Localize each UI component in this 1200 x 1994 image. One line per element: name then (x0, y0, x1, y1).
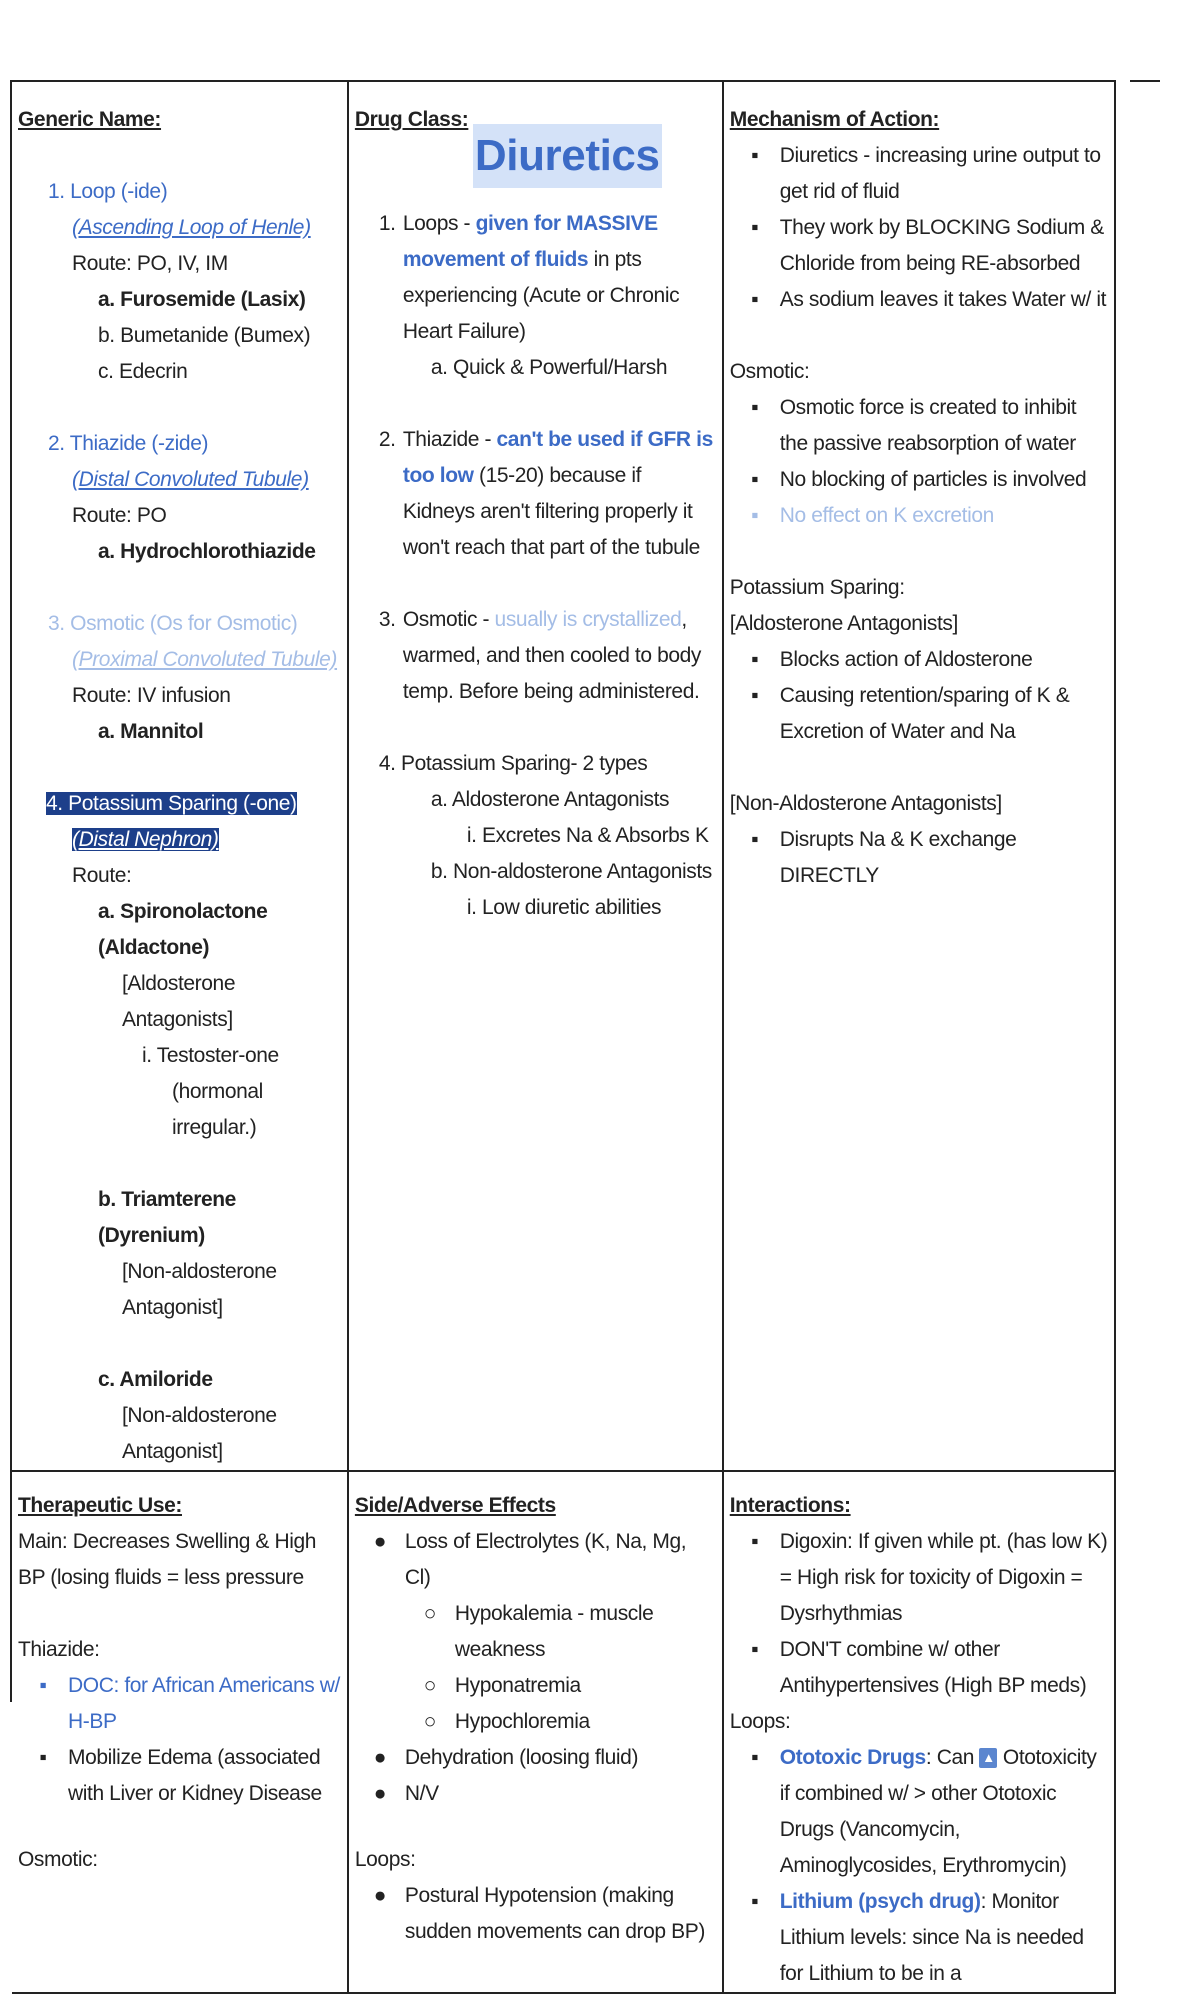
int-lithium (780, 1884, 1108, 1992)
osmotic-route: Route: IV infusion (72, 684, 231, 707)
ks-route: Route: (72, 864, 132, 887)
generic-heading: Generic Name: (18, 108, 162, 131)
dc-loops-label: Loops - (402, 212, 476, 235)
se-loops-label: Loops: (354, 1848, 416, 1871)
therapeutic-heading: Therapeutic Use: (18, 1494, 182, 1517)
int-ototoxic (780, 1740, 1108, 1884)
moa-ks-label: Potassium Sparing: (729, 576, 905, 599)
therapeutic-thiazide-1: DOC: for African Americans w/ H-BP (68, 1674, 340, 1733)
se-nv: N/V (404, 1782, 439, 1805)
thiazide-drug-a: a. Hydrochlorothiazide (98, 540, 316, 563)
dc-ks-a: a. Aldosterone Antagonists (430, 788, 670, 811)
moa-ks-nonaldo: [Non-Aldosterone Antagonists] (729, 792, 1002, 815)
dc-loops-a: a. Quick & Powerful/Harsh (430, 356, 668, 379)
int-ototoxic-b: Ototoxicity if combined w/ > other Ototoxic Drugs (Vancomycin, Aminoglycosides, Erythromycin) (779, 1746, 1097, 1877)
dc-osmotic-num: 3. (378, 608, 396, 631)
interactions-cell: Interactions: ▪ Digoxin: If given while pt. (has low K) = High risk for toxicity of Digoxin = Dysrhythmias ▪ DON'T combine w/ other Antihypertensives (High BP meds) Loops: ▪ Ototoxic Drugs: Can ▲ Ototoxicity if combined w/ > other Ototoxic Drugs (Vancomycin, Aminoglycosides, Erythromycin) ▪ Lithium (psych drug): Monitor Lithium levels: since Na is needed for Lithium to be in a (723, 1471, 1115, 1993)
drug-class-heading: Drug Class: (354, 108, 469, 131)
se-hyponatremia: Hyponatremia (454, 1674, 581, 1697)
se-dehydration: Dehydration (loosing fluid) (404, 1746, 639, 1769)
generic-name-cell (12, 82, 348, 1471)
ks-title: 4. Potassium Sparing (-one) (46, 792, 297, 815)
int-ototoxic-label: Ototoxic Drugs (779, 1746, 926, 1769)
dc-osmotic-rest: , warmed, and then cooled to body temp. Before being administered. (402, 608, 702, 703)
osmotic-drug-a: a. Mannitol (98, 720, 204, 743)
moa-ks-aldo: [Aldosterone Antagonists] (729, 612, 958, 635)
dc-loops-num: 1. (378, 212, 396, 235)
moa-osmotic-label: Osmotic: (729, 360, 810, 383)
drug-card (10, 80, 1116, 1985)
ks-drug-c-note: [Non-aldosterone Antagonist] (122, 1404, 277, 1463)
moa-ks-1: Blocks action of Aldosterone (779, 648, 1033, 671)
ks-drug-a: a. Spironolactone (Aldactone) (98, 900, 268, 959)
loop-drug-b: b. Bumetanide (Bumex) (98, 324, 311, 347)
therapeutic-osmotic-label: Osmotic: (18, 1848, 98, 1871)
int-lithium-label: Lithium (psych drug) (779, 1890, 981, 1913)
int-digoxin: Digoxin: If given while pt. (has low K) = High risk for toxicity of Digoxin = Dysrhythmias (779, 1530, 1108, 1625)
ks-drug-a-sub1: i. Testoster-one (142, 1044, 279, 1067)
dc-osmotic-emph: usually is crystallized (494, 608, 682, 631)
thiazide-route: Route: PO (72, 504, 167, 527)
dc-osmotic-label: Osmotic - (402, 608, 495, 631)
thiazide-site: (Distal Convoluted Tubule) (72, 468, 309, 491)
drug-class-title: Diuretics (473, 124, 662, 188)
therapeutic-thiazide-label: Thiazide: (18, 1638, 100, 1661)
osmotic-title: 3. Osmotic (Os for Osmotic) (48, 612, 298, 635)
dc-ks-b: b. Non-aldosterone Antagonists (430, 860, 712, 883)
moa-bullet-1: Diuretics - increasing urine output to get rid of fluid (779, 144, 1101, 203)
se-electrolytes: Loss of Electrolytes (K, Na, Mg, Cl) (404, 1530, 687, 1589)
mechanism-heading: Mechanism of Action: (729, 108, 940, 131)
int-lithium-rest: : Monitor Lithium levels: since Na is needed for Lithium to be in a (779, 1890, 1084, 1985)
side-effects-cell: Side/Adverse Effects ● Loss of Electrolytes (K, Na, Mg, Cl) ○ Hypokalemia - muscle weakness ○ Hyponatremia ○ Hypochloremia ● Dehydration (loosing fluid) ● N/V Loops: ● Postural Hypotension (making sudden movements can drop BP) (348, 1471, 723, 1993)
ks-site: (Distal Nephron) (72, 828, 219, 851)
mechanism-cell: Mechanism of Action: ▪ Diuretics - increasing urine output to get rid of fluid ▪ They work by BLOCKING Sodium & Chloride from being RE-absorbed ▪ As sodium leaves it takes Water w/ it Osmotic: ▪ Osmotic force is created to inhibit the passive reabsorption of water ▪ No blocking of particles is involved ▪ No effect on K excretion Potassium Sparing: [Aldosterone Antagonists] ▪ Blocks action of Aldosterone ▪ Causing retention/sparing of K & Excretion of Water and Na [Non-Aldosterone Antagonists] ▪ Disrupts Na & K exchange DIRECTLY (723, 82, 1115, 1471)
ks-drug-c: c. Amiloride (98, 1368, 213, 1391)
se-postural-hypotension: Postural Hypotension (making sudden movements can drop BP) (404, 1884, 705, 1943)
therapeutic-thiazide-2: Mobilize Edema (associated with Liver or Kidney Disease (68, 1746, 322, 1805)
ks-drug-b-note: [Non-aldosterone Antagonist] (122, 1260, 277, 1319)
loop-drug-a: a. Furosemide (Lasix) (98, 288, 306, 311)
dc-thiazide-emph: can't be used if GFR is too low (402, 428, 713, 487)
moa-osmotic-3: No effect on K excretion (779, 504, 994, 527)
therapeutic-cell: Therapeutic Use: Main: Decreases Swelling & High BP (losing fluids = less pressure Thiazide: ▪ DOC: for African Americans w/ H-BP ▪ Mobilize Edema (associated with Liver or Kidney Disease Osmotic: (12, 1471, 348, 1993)
moa-bullet-2: They work by BLOCKING Sodium & Chloride from being RE-absorbed (779, 216, 1104, 275)
thiazide-title: 2. Thiazide (-zide) (48, 432, 209, 455)
dc-thiazide-rest: (15-20) because if Kidneys aren't filtering properly it won't reach that part of the tubule (402, 464, 700, 559)
drug-table (12, 82, 1116, 1994)
up-arrow-icon: ▲ (979, 1748, 997, 1768)
therapeutic-main: Main: Decreases Swelling & High BP (losing fluids = less pressure (18, 1530, 317, 1589)
dc-ks-a-i: i. Excretes Na & Absorbs K (466, 824, 709, 847)
int-antihypertensives: DON'T combine w/ other Antihypertensives (High BP meds) (779, 1638, 1087, 1697)
moa-osmotic-2: No blocking of particles is involved (779, 468, 1087, 491)
drug-class-cell (348, 82, 723, 1471)
dc-ks-line: 4. Potassium Sparing- 2 types (378, 752, 648, 775)
ks-drug-b: b. Triamterene (Dyrenium) (98, 1188, 236, 1247)
side-effects-heading: Side/Adverse Effects (354, 1494, 556, 1517)
dc-loops-rest: in pts experiencing (Acute or Chronic Heart Failure) (402, 248, 680, 343)
loop-site: (Ascending Loop of Henle) (72, 216, 311, 239)
dc-ks-b-i: i. Low diuretic abilities (466, 896, 662, 919)
moa-ks-2: Causing retention/sparing of K & Excretion of Water and Na (779, 684, 1070, 743)
moa-ks-3: Disrupts Na & K exchange DIRECTLY (779, 828, 1017, 887)
se-hypokalemia: Hypokalemia - muscle weakness (454, 1602, 654, 1661)
ks-drug-a-note: [Aldosterone Antagonists] (122, 972, 236, 1031)
page-edge-line (1130, 80, 1160, 82)
int-loops-label: Loops: (729, 1710, 791, 1733)
ks-drug-a-sub2: (hormonal irregular.) (172, 1080, 263, 1139)
moa-osmotic-1: Osmotic force is created to inhibit the passive reabsorption of water (779, 396, 1077, 455)
moa-bullet-3: As sodium leaves it takes Water w/ it (779, 288, 1107, 311)
loop-route: Route: PO, IV, IM (72, 252, 228, 275)
interactions-heading: Interactions: (729, 1494, 851, 1517)
int-ototoxic-a: : Can (925, 1746, 980, 1769)
dc-loops-emph: given for MASSIVE movement of fluids (402, 212, 658, 271)
se-hypochloremia: Hypochloremia (454, 1710, 590, 1733)
loop-title: 1. Loop (-ide) (48, 180, 168, 203)
osmotic-site: (Proximal Convoluted Tubule) (72, 648, 338, 671)
dc-thiazide-label: Thiazide - (402, 428, 497, 451)
loop-drug-c: c. Edecrin (98, 360, 188, 383)
dc-thiazide-num: 2. (378, 428, 396, 451)
